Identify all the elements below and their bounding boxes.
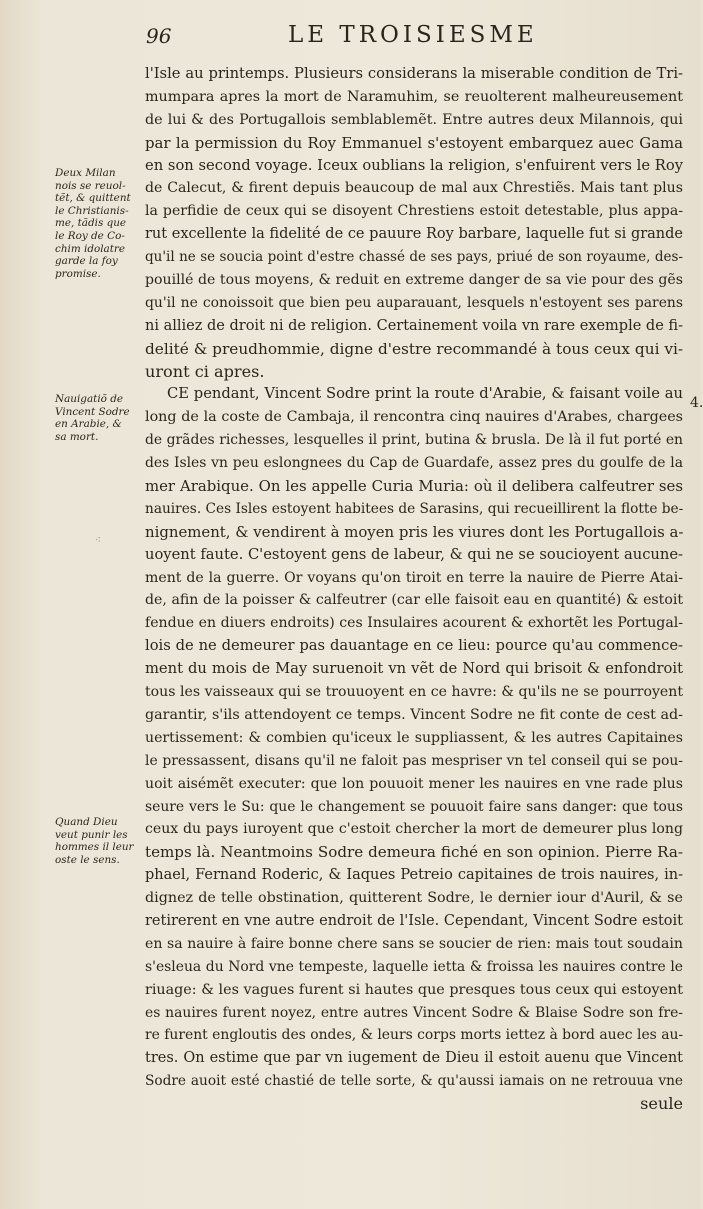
margin-note-line: le Roy de Co- [55,229,125,242]
text-line: seure vers le Su: que le changement se pouuoit faire sans danger: que tous [145,798,683,815]
text-line: de, afin de la poisser & calfeutrer (car elle faisoit eau en quantité) & estoit [145,592,683,609]
margin-note-line: garde la foy [55,255,118,268]
text-line: long de la coste de Cambaja, il rencontra cinq nauires d'Arabes, chargees [145,409,683,426]
paragraph-number: 4. [690,395,703,411]
text-line: qu'il ne se soucia point d'estre chassé de ses pays, priué de son royaume, des- [145,249,683,266]
text-line: de Calecut, & firent depuis beaucoup de mal aux Chrestiẽs. Mais tant plus [145,180,683,197]
text-line: de lui & des Portugallois semblablemẽt. Entre autres deux Milannois, qui [145,111,683,128]
text-line: ment du mois de May suruenoit vn vẽt de Nord qui brisoit & enfondroit [145,660,683,678]
text-line: tres. On estime que par vn iugement de Dieu il estoit auenu que Vincent [145,1050,683,1067]
text-line: s'esleua du Nord vne tempeste, laquelle ietta & froissa les nauires contre le [145,958,683,975]
text-line: la perfidie de ceux qui se disoyent Chrestiens estoit detestable, plus appa- [145,203,683,220]
text-line: ment de la guerre. Or voyans qu'on tiroit en terre la nauire de Pierre Atai- [145,569,683,586]
margin-note-line: le Christianis- [55,204,129,217]
text-line: uertissement: & combien qu'iceux le suppliassent, & les autres Capitaines [145,729,683,746]
text-line: phael, Fernand Roderic, & Iaques Petreio capitaines de trois nauires, in- [145,867,683,884]
text-line: dignez de telle obstination, quitterent Sodre, le dernier iour d'Auril, & se [145,890,683,907]
text-line: par la permission du Roy Emmanuel s'estoyent embarquez auec Gama [145,133,683,152]
margin-note-line: Vincent Sodre [55,405,130,418]
text-line: des Isles vn peu eslongnees du Cap de Guardafe, assez pres du goulfe de la [145,455,683,472]
margin-note-line: me, tãdis que [55,217,127,230]
margin-note-punishment [55,816,145,866]
margin-note-line: veut punir les [55,828,128,841]
ink-mark-icon: ⁖ [95,535,101,546]
margin-note-milanese [55,167,145,280]
text-line: nauires. Ces Isles estoyent habitees de Sarasins, qui recueillirent la flotte be- [145,500,684,517]
text-line: mumpara apres la mort de Naramuhim, se reuolterent malheureusement [145,88,683,105]
text-line: l'Isle au printemps. Plusieurs considerans la miserable condition de Tri- [145,65,683,82]
margin-note-line: Nauigatiõ de [55,393,124,405]
text-line: uoit aisémẽt executer: que lon pouuoit mener les nauires en vne rade plus [145,775,683,792]
text-line: de grãdes richesses, lesquelles il print, butina & brusla. De là il fut porté en [145,432,683,449]
margin-note-line: oste le sens. [55,853,120,866]
text-line: delité & preudhommie, digne d'estre recommandé à tous ceux qui vi- [145,339,684,358]
text-line: Sodre auoit esté chastié de telle sorte, & qu'aussi iamais on ne retrouua vne [145,1073,683,1090]
text-line: pouillé de tous moyens, & reduit en extreme danger de sa vie pour des gẽs [145,272,683,289]
text-line: qu'il ne conoissoit que bien peu auparauant, lesquels n'estoyent ses parens [145,294,683,311]
text-line: es nauires furent noyez, entre autres Vincent Sodre & Blaise Sodre son fre- [145,1004,683,1021]
text-line: rut excellente la fidelité de ce pauure Roy barbare, laquelle fut si grande [145,226,683,243]
text-line: fendue en diuers endroits) ces Insulaires acourent & exhortẽt les Portugal- [145,615,683,632]
running-title: LE TROISIESME [288,22,538,48]
page-number: 96 [146,24,172,48]
margin-note-sodre [55,393,145,443]
margin-note-line: promise. [55,267,101,280]
text-line: nignement, & vendirent à moyen pris les viures dont les Portugallois a- [145,522,684,541]
running-head [0,14,700,54]
catchword: seule [640,1094,683,1114]
text-line: mer Arabique. On les appelle Curia Muria: où il delibera calfeutrer ses [145,477,683,496]
text-line: re furent engloutis des ondes, & leurs corps morts iettez à bord auec les au- [145,1027,684,1044]
text-line: garantir, s'ils attendoyent ce temps. Vincent Sodre ne fit conte de cest ad- [145,706,683,723]
body-text [145,63,683,1116]
text-line: riuage: & les vagues furent si hautes que presques tous ceux qui estoyent [145,981,683,998]
text-line: tous les vaisseaux qui se trouuoyent en ce havre: & qu'ils ne se pourroyent [145,684,683,701]
margin-note-line: tẽt, & quittent [55,192,131,205]
margin-note-line: Deux Milan [55,167,116,179]
text-line: le pressassent, disans qu'il ne faloit pas mespriser vn tel conseil qui se pou- [145,752,683,769]
margin-note-line: chim idolatre [55,242,126,255]
margin-note-line: Quand Dieu [55,816,118,828]
text-line: ni alliez de droit ni de religion. Certainement voila vn rare exemple de fi- [145,317,683,334]
text-line: uront ci apres. [145,361,265,381]
margin-note-line: sa mort. [55,430,99,443]
margin-note-line: hommes il leur [55,841,134,854]
margin-note-line: en Arabie, & [55,418,122,431]
text-line: ceux du pays iuroyent que c'estoit chercher la mort de demeurer plus long [145,821,683,838]
text-line: CE pendant, Vincent Sodre print la route d'Arabie, & faisant voile au [167,385,683,403]
margin-note-line: nois se reuol- [55,179,126,192]
text-line: lois de ne demeurer pas dauantage en ce lieu: pource qu'au commence- [145,637,683,655]
text-line: temps là. Neantmoins Sodre demeura fiché en son opinion. Pierre Ra- [145,843,683,862]
text-line: uoyent faute. C'estoyent gens de labeur, & qui ne se soucioyent aucune- [145,545,683,563]
text-line: en son second voyage. Iceux oublians la religion, s'enfuirent vers le Roy [145,156,683,174]
text-line: retirerent en vne autre endroit de l'Isle. Cependant, Vincent Sodre estoit [145,912,683,929]
text-line: en sa nauire à faire bonne chere sans se soucier de rien: mais tout soudain [145,935,683,952]
